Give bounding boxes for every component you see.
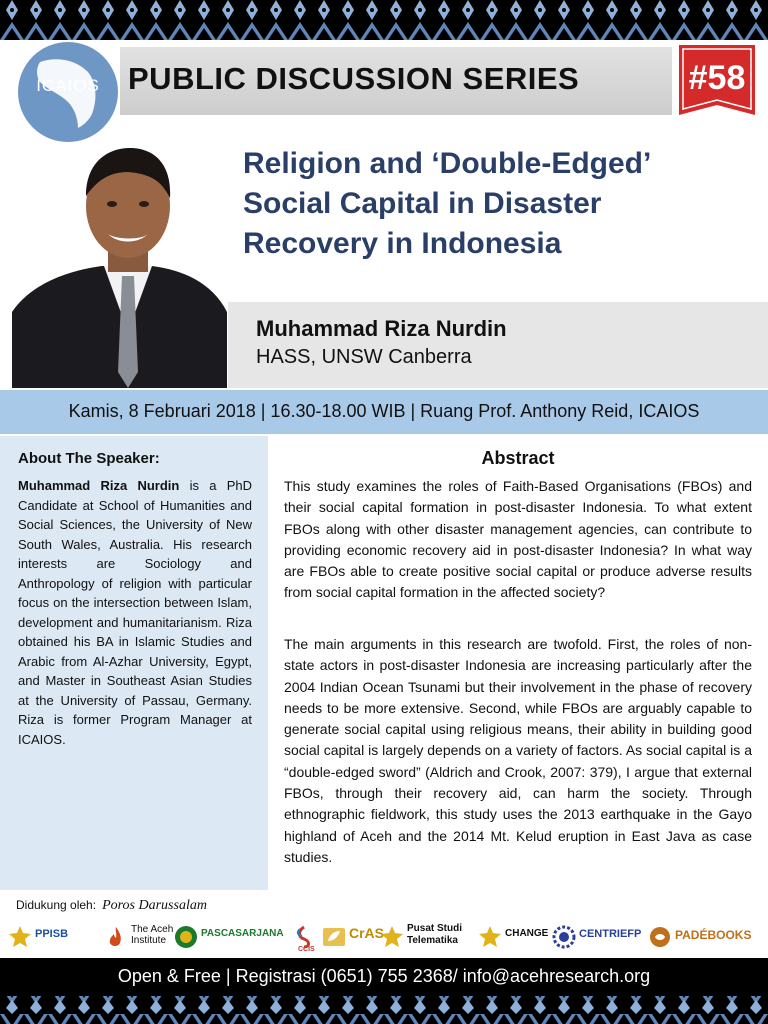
star-seal-icon [380, 925, 404, 949]
sponsor-cras [322, 922, 384, 952]
supported-label: Didukung oleh: [16, 898, 97, 912]
sponsor-label: CrAS [349, 925, 385, 941]
sponsor-logos [8, 918, 764, 956]
sponsor-label: PPISB [35, 928, 69, 940]
footer-contact: Open & Free | Registrasi (0651) 755 2368/ info@acehresearch.org [117, 966, 651, 986]
sponsor-label: PADÉBOOKS [675, 928, 752, 942]
star-seal-icon [8, 925, 32, 949]
supported-by [16, 898, 207, 914]
university-seal-icon [174, 925, 198, 949]
star-seal-icon [478, 925, 502, 949]
speaker-portrait [12, 142, 227, 388]
abstract-paragraph-1: This study examines the roles of Faith-Based Organisations (FBOs) and their social capital formation in post-disaster Indonesia. To what extent FBOs along with other disaster management agencies, can contribute to providing economic recovery aid in post-disaster Indonesia? In what way are FBOs able to create positive social capital or produce adverse results from social capital formation in the affected society? [284, 478, 752, 601]
sponsor-label: CHANGE [505, 928, 549, 939]
ornament-pattern-icon [0, 0, 768, 40]
series-title-bar [120, 47, 672, 115]
sponsor-label: Pusat Studi Telematika [407, 923, 463, 946]
logo-text: ICAIOS [36, 76, 100, 95]
sponsor-aceh-institute [104, 922, 174, 952]
event-details: Kamis, 8 Februari 2018 | 16.30-18.00 WIB | Ruang Prof. Anthony Reid, ICAIOS [68, 401, 700, 421]
sponsor-label: CCIS [298, 946, 315, 953]
speaker-info-bar [228, 302, 768, 388]
abstract-paragraph-2: The main arguments in this research are twofold. First, the roles of non-state actors in post-disaster Indonesia are increasing particularly after the 2004 Indian Ocean Tsunami but their involvement in the phase of recovery needs to be more extensive. Second, while FBOs are arguably capable to generate social capital using religious means, their ability in building good social capital is largely depends on a variety of factors. As social capital is a “double-edged sword” (Aldrich and Crook, 2007: 379), I argue that external FBOs, through their recovery aid, can harm the society. Through ethnographic fieldwork, this study uses the 2013 earthquake in the Gayo highland of Aceh and the 2014 Mt. Kelud eruption in East Java as case studies. [284, 636, 752, 865]
top-ornament-band [0, 0, 768, 40]
sponsor-padebooks [648, 922, 764, 952]
sponsor-telematika [380, 922, 476, 952]
speaker-affiliation: HASS, UNSW Canberra [256, 346, 472, 368]
icaios-logo [18, 42, 118, 142]
sponsor-ccis [292, 922, 326, 952]
event-details-bar [0, 390, 768, 434]
supported-name: Poros Darussalam [102, 898, 207, 913]
issue-number: #58 [688, 59, 746, 97]
about-name: Muhammad Riza Nurdin [18, 478, 180, 493]
about-bio-text: is a PhD Candidate at School of Humanities and Social Sciences, the University of New South Wales, Australia. His research interests are Sociology and Anthropology of religion with particular focus on the intersection between Islam, development and humanitarianism. Riza obtained his BA in Islamic Studies and Arabic from Al-Azhar University, Egypt, and Master in Southeast Asian Studies at the University of Passau, Germany. Riza is former Program Manager at ICAIOS. [18, 478, 252, 747]
abstract-heading: Abstract [481, 448, 555, 468]
issue-badge [677, 43, 757, 123]
sponsor-pascasarjana [174, 922, 286, 952]
sponsor-label: PASCASARJANA [201, 928, 284, 939]
sponsor-label: The Aceh Institute [131, 924, 174, 946]
sponsor-ppisb [8, 922, 98, 952]
padebooks-icon [648, 925, 672, 949]
about-bio [18, 476, 252, 749]
flame-icon [104, 925, 128, 949]
about-speaker-panel [0, 436, 268, 890]
sponsor-centriefp [552, 922, 648, 952]
sponsor-climate-change [478, 922, 552, 952]
talk-title: Religion and ‘Double-Edged’ Social Capital in Disaster Recovery in Indonesia [243, 147, 650, 260]
gear-seal-icon [552, 925, 576, 949]
cras-leaf-icon [322, 925, 346, 949]
speaker-name: Muhammad Riza Nurdin [256, 316, 507, 341]
series-title: PUBLIC DISCUSSION SERIES [128, 61, 580, 96]
sponsor-label: CENTRIEFP [579, 928, 642, 940]
speaker-photo [12, 142, 227, 388]
about-heading: About The Speaker: [18, 450, 160, 467]
